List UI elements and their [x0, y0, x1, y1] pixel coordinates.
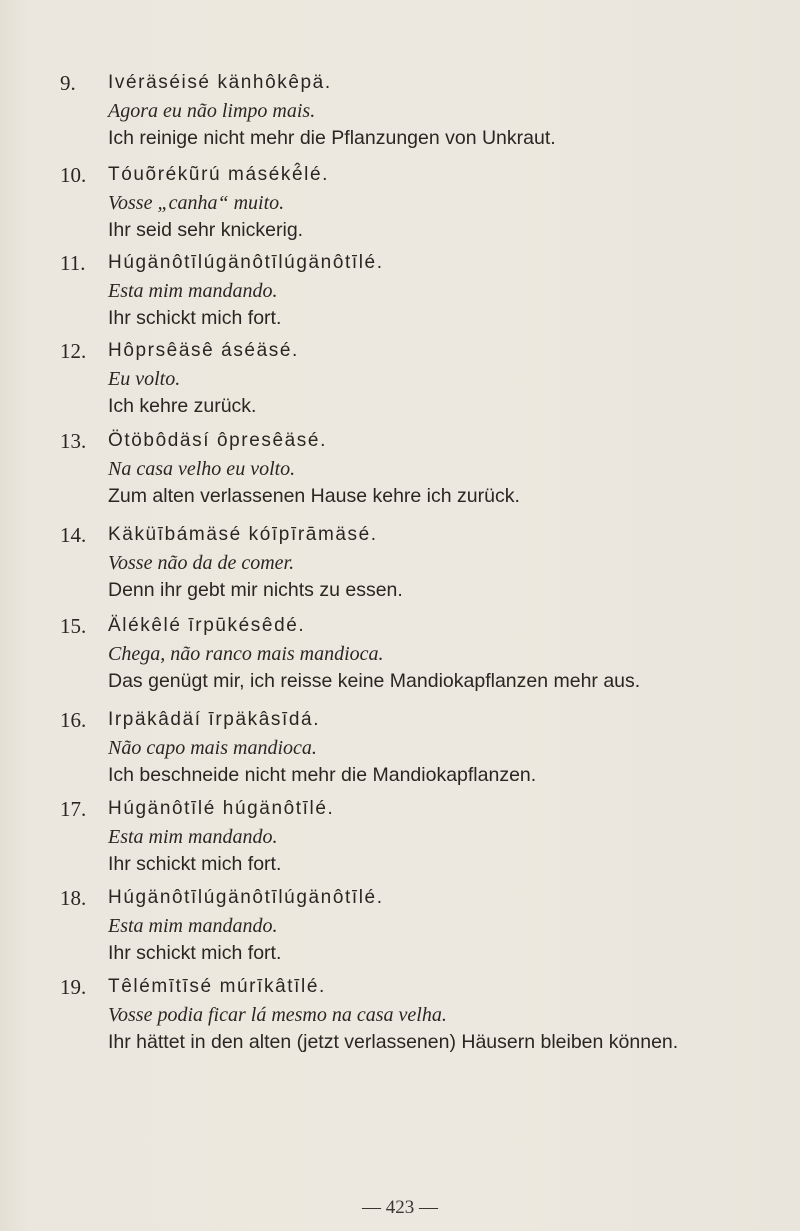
native-sentence: Hôprsêäsê áséäsé.: [108, 340, 299, 361]
german-translation: Ich beschneide nicht mehr die Mandiokapflanzen.: [108, 764, 537, 786]
native-sentence: Húgänôtīlé húgänôtīlé.: [108, 798, 335, 819]
portuguese-translation: Esta mim mandando.: [108, 280, 278, 302]
german-translation: Zum alten verlassenen Hause kehre ich zurück.: [108, 485, 520, 507]
portuguese-translation: Esta mim mandando.: [108, 826, 278, 848]
german-translation: Das genügt mir, ich reisse keine Mandiokapflanzen mehr aus.: [108, 670, 641, 692]
portuguese-translation: Na casa velho eu volto.: [108, 458, 296, 480]
german-translation: Ich reinige nicht mehr die Pflanzungen von Unkraut.: [108, 127, 556, 149]
native-sentence: Älékêlé īrpūkésêdé.: [108, 615, 306, 636]
german-translation: Ich kehre zurück.: [108, 395, 257, 417]
native-sentence: Húgänôtīlúgänôtīlúgänôtīlé.: [108, 252, 384, 273]
portuguese-translation: Esta mim mandando.: [108, 915, 278, 937]
entry-number: 13.: [60, 429, 87, 453]
entry-number: 9.: [60, 71, 76, 95]
german-translation: Ihr schickt mich fort.: [108, 307, 282, 329]
native-sentence: Ötöbôdäsí ôpresêäsé.: [108, 430, 327, 451]
native-sentence: Têlémītīsé múrīkâtīlé.: [108, 976, 326, 997]
native-sentence: Húgänôtīlúgänôtīlúgänôtīlé.: [108, 887, 384, 908]
entry-number: 12.: [60, 339, 87, 363]
portuguese-translation: Vosse „canha“ muito.: [108, 192, 285, 214]
portuguese-translation: Agora eu não limpo mais.: [108, 100, 316, 122]
entry-number: 19.: [60, 975, 87, 999]
german-translation: Ihr schickt mich fort.: [108, 942, 282, 964]
portuguese-translation: Não capo mais mandioca.: [108, 737, 317, 759]
german-translation: Ihr schickt mich fort.: [108, 853, 282, 875]
portuguese-translation: Vosse não da de comer.: [108, 552, 295, 574]
entry-number: 14.: [60, 523, 87, 547]
german-translation: Ihr seid sehr knickerig.: [108, 219, 304, 241]
native-sentence: Ivéräséisé känhôkêpä.: [108, 72, 332, 93]
portuguese-translation: Vosse podia ficar lá mesmo na casa velha.: [108, 1004, 447, 1026]
entry-number: 15.: [60, 614, 87, 638]
portuguese-translation: Eu volto.: [108, 368, 181, 390]
german-translation: Denn ihr gebt mir nichts zu essen.: [108, 579, 403, 601]
entry-number: 11.: [60, 251, 86, 275]
page-number: — 423 —: [362, 1197, 438, 1218]
entry-number: 10.: [60, 163, 87, 187]
native-sentence: Käküībámäsé kóīpīrāmäsé.: [108, 524, 378, 545]
german-translation: Ihr hättet in den alten (jetzt verlassenen) Häusern bleiben können.: [108, 1031, 679, 1053]
entry-number: 18.: [60, 886, 87, 910]
native-sentence: Tóuõrékũrú máséké̂lé.: [108, 164, 330, 185]
entry-number: 16.: [60, 708, 87, 732]
native-sentence: Irpäkâdäí īrpäkâsīdá.: [108, 709, 321, 730]
entry-number: 17.: [60, 797, 87, 821]
portuguese-translation: Chega, não ranco mais mandioca.: [108, 643, 384, 665]
